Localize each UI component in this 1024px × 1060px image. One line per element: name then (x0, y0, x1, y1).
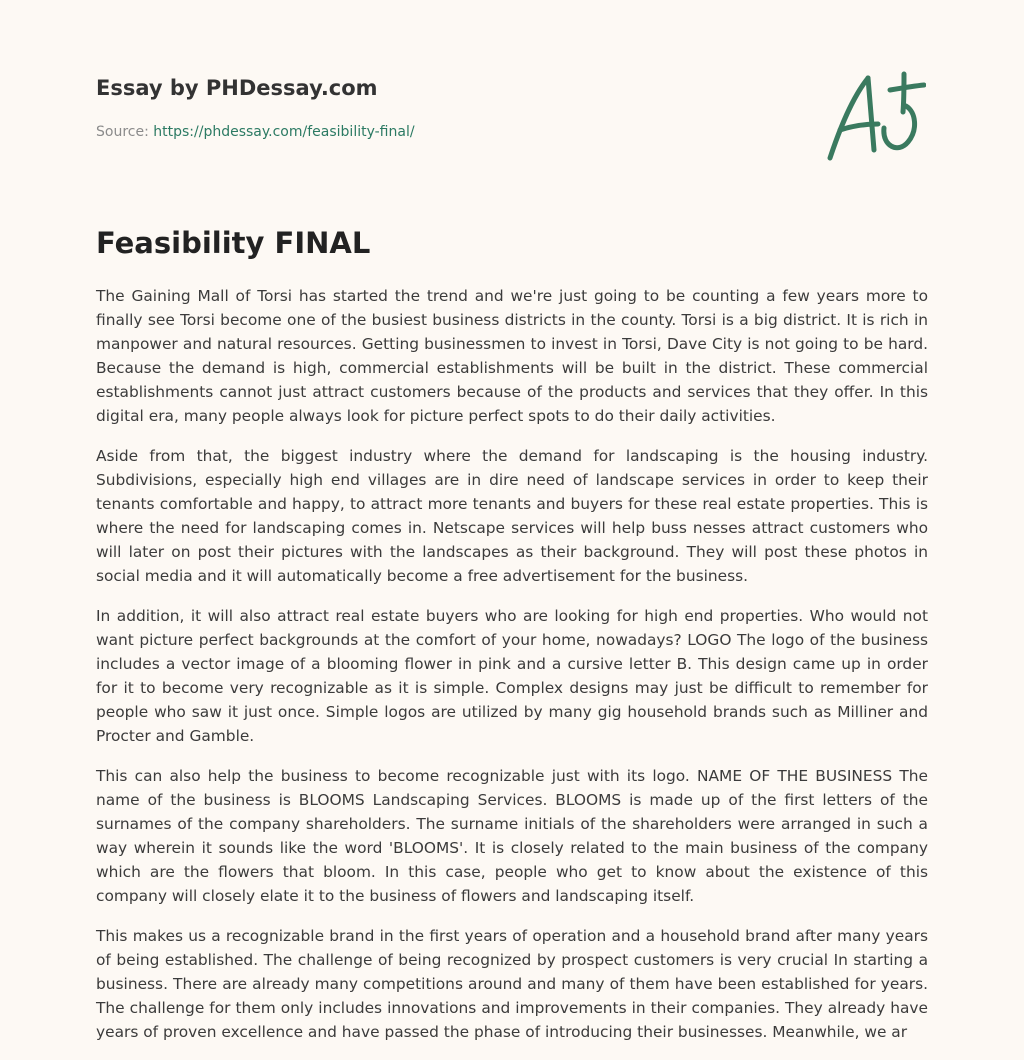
essay-title: Feasibility FINAL (96, 226, 371, 260)
source-label: Source: (96, 124, 154, 140)
source-link[interactable]: https://phdessay.com/feasibility-final/ (153, 124, 415, 140)
essay-paragraph: This can also help the business to become recognizable just with its logo. NAME OF THE BUSINESS The name of the business is BLOOMS Landscaping Services. BLOOMS is made up of the first letters of the surnames of the company shareholders. The surname initials of the shareholders were arranged in such a way wherein it sounds like the word 'BLOOMS'. It is closely related to the main business of the company which are the flowers that bloom. In this case, people who get to know about the existence of this company will closely elate it to the business of flowers and landscaping itself. (96, 767, 928, 905)
essay-paragraph: Aside from that, the biggest industry where the demand for landscaping is the housing industry. Subdivisions, especially high end villages are in dire need of landscape services in order to keep their tenants comfortable and happy, to attract more tenants and buyers for these real estate properties. This is where the need for landscaping comes in. Netscape services will help buss nesses attract customers who will later on post their pictures with the landscapes as their background. They will post these photos in social media and it will automatically become a free advertisement for the business. (96, 447, 928, 585)
source-line (96, 124, 415, 140)
essay-body (96, 284, 928, 1060)
essay-paragraph: This makes us a recognizable brand in the first years of operation and a household brand after many years of being established. The challenge of being recognized by prospect customers is very crucial In starting a business. There are already many competitions around and many of them have been established for years. The challenge for them only includes innovations and improvements in their companies. They already have years of proven excellence and have passed the phase of introducing their businesses. Meanwhile, we ar (96, 927, 928, 1041)
a-plus-grade-icon (822, 68, 926, 164)
essay-paragraph: The Gaining Mall of Torsi has started the trend and we're just going to be counting a few years more to finally see Torsi become one of the busiest business districts in the county. Torsi is a big district. It is rich in manpower and natural resources. Getting businessmen to invest in Torsi, Dave City is not going to be hard. Because the demand is high, commercial establishments will be built in the district. These commercial establishments cannot just attract customers because of the products and services that they offer. In this digital era, many people always look for picture perfect spots to do their daily activities. (96, 287, 928, 425)
essay-paragraph: In addition, it will also attract real estate buyers who are looking for high end properties. Who would not want picture perfect backgrounds at the comfort of your home, nowadays? LOGO The logo of the business includes a vector image of a blooming flower in pink and a cursive letter B. This design came up in order for it to become very recognizable as it is simple. Complex designs may just be difficult to remember for people who saw it just once. Simple logos are utilized by many gig household brands such as Milliner and Procter and Gamble. (96, 607, 928, 745)
site-brand[interactable]: Essay by PHDessay.com (96, 76, 378, 100)
